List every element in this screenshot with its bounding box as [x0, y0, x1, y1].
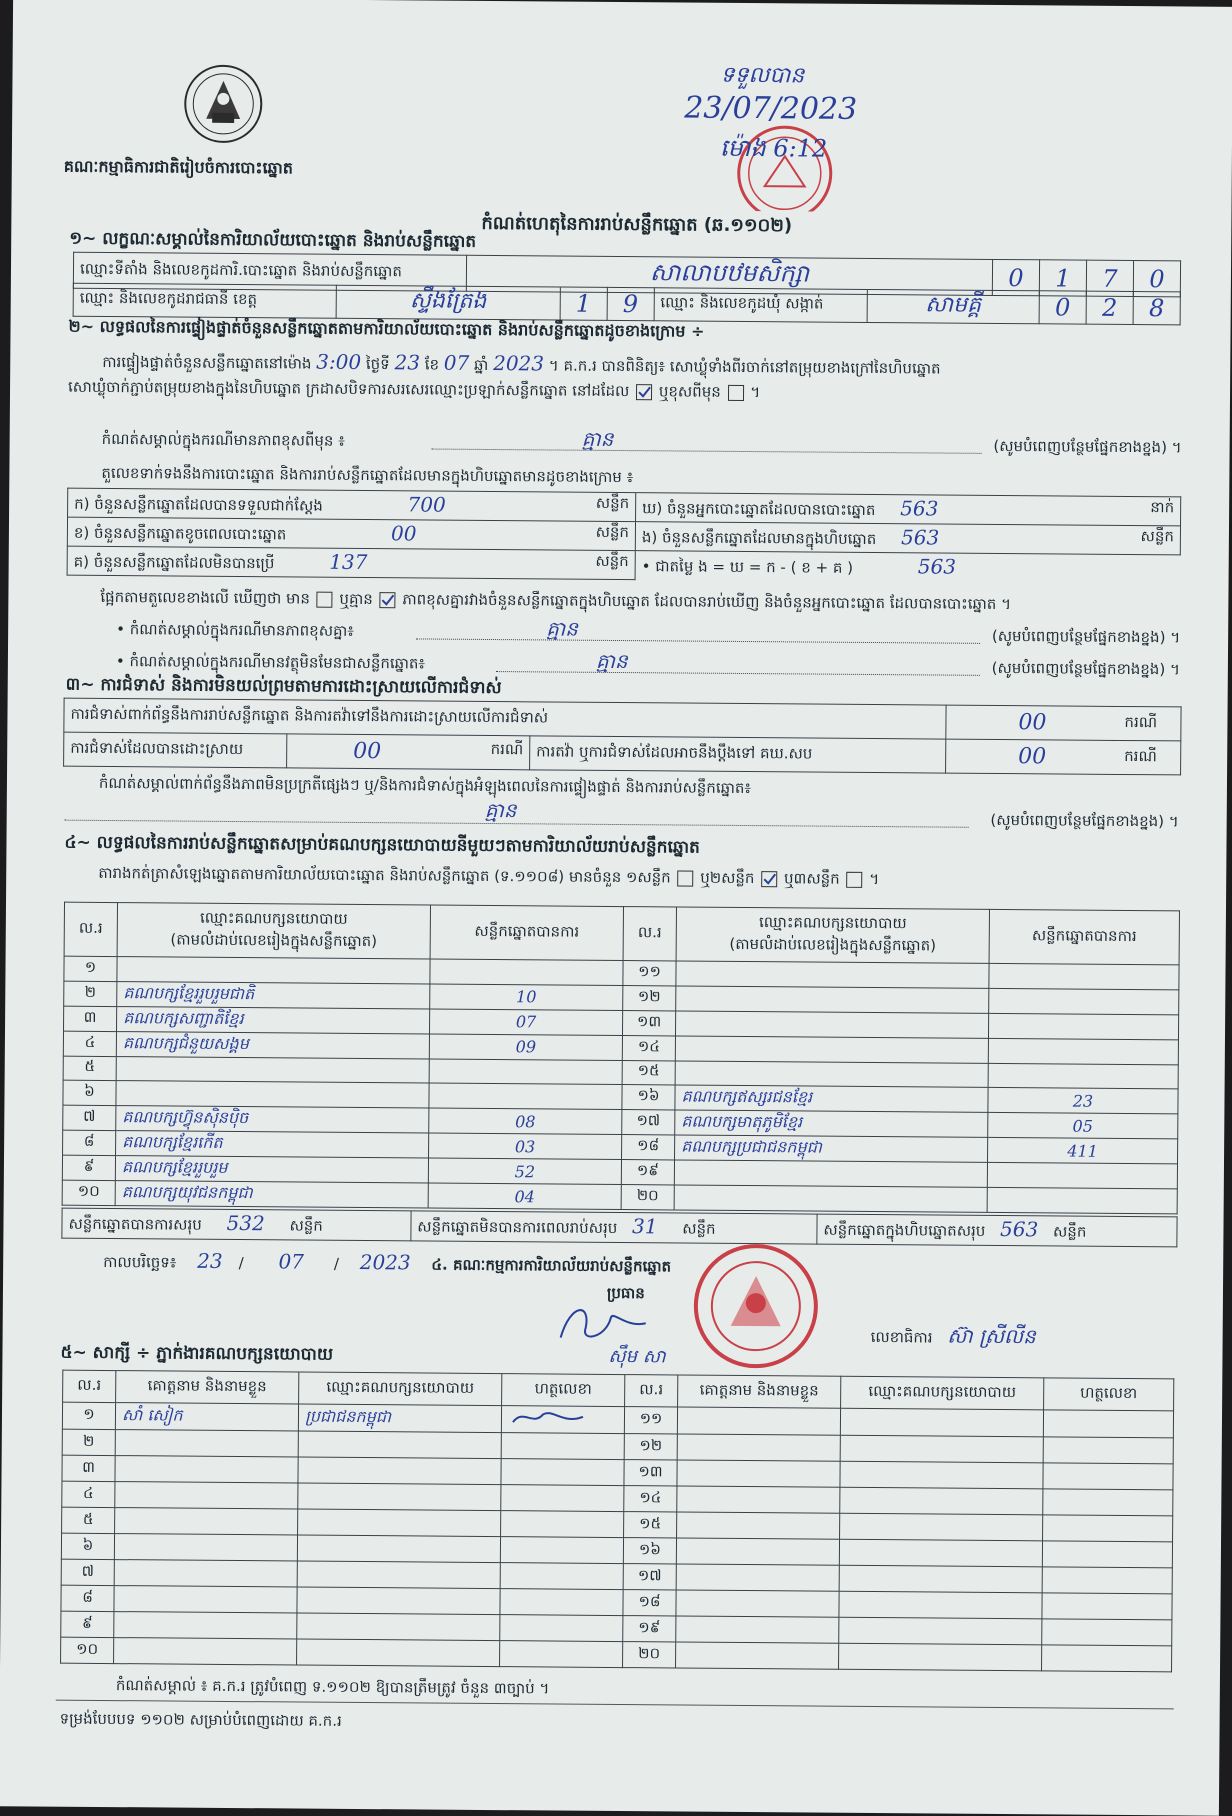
votes-row-no: ១១ [623, 961, 676, 986]
commune-label: ឈ្មោះ និងលេខកូដឃុំ សង្កាត់ [654, 288, 867, 323]
secretary-name: ស៊ា ស្រីលីន [947, 1323, 1036, 1349]
witness-row-sign [501, 1459, 624, 1486]
chair-name: ស៊ឹម សា [608, 1345, 666, 1368]
total-invalid-cell: សន្លឹកឆ្នោតមិនបានការពេលរាប់សរុប 31 សន្លឹក [411, 1211, 817, 1244]
total-invalid-value: 31 [631, 1214, 658, 1239]
compare-a: ផ្អែកតាមតួលេខខាងលើ ឃើញថា មាន [100, 587, 310, 608]
location-code-4: 0 [1133, 261, 1180, 297]
witness-row-name [676, 1590, 839, 1617]
witness-row-sign [500, 1589, 623, 1616]
witness-row-no: ៦ [61, 1533, 114, 1559]
objection-row2-value: 00 [353, 738, 382, 765]
witness-row-name [115, 1456, 298, 1483]
section4-heading: ៤~ លទ្ធផលនៃការរាប់សន្លឹកឆ្នោតសម្រាប់គណបក្សនយោបាយនីមួយៗតាមការិយាល័យរាប់សន្លឹកឆ្នោត [64, 832, 700, 858]
location-code-1: 0 [992, 259, 1039, 295]
votes-row-count: 52 [428, 1158, 621, 1185]
note-hint: (សូមបំពេញបន្ថែមផ្នែកខាងខ្នង) ។ [993, 436, 1182, 457]
votes-row-count: 09 [429, 1034, 622, 1061]
votes-row-count [430, 959, 623, 985]
witness-row-sign [501, 1511, 624, 1538]
votes-row-party [675, 1010, 988, 1037]
org-name: គណៈកម្មាធិការជាតិរៀបចំការបោះឆ្នោត [63, 156, 294, 178]
count-a-unit: សន្លឹក [595, 493, 630, 512]
section2-intro: តួលេខទាក់ទងនឹងការបោះឆ្នោត និងការរាប់សន្លឹកឆ្នោតដែលមានក្នុងហិបឆ្នោតមានដូចខាងក្រោម ៖ [101, 463, 634, 487]
section3-note [65, 797, 1179, 831]
diff-label: • កំណត់សម្គាល់ក្នុងករណីមានភាពខុសគ្នា៖ [116, 620, 354, 640]
witness-col-no-right: ល.រ [625, 1375, 678, 1407]
chair-label: ប្រធាន [606, 1283, 645, 1303]
has-diff-checkbox[interactable] [317, 591, 333, 607]
votes-row-no: ១ [64, 956, 117, 981]
date-day: 23 [197, 1248, 223, 1273]
object-value: គ្មាន [595, 648, 628, 674]
section3-note-value: គ្មាន [484, 797, 517, 823]
votes-row-count [989, 963, 1179, 989]
count-f-label: • ជាតម្លៃ ង = ឃ = ក - ( ខ + គ ) 563 [641, 554, 957, 579]
date-month: 07 [278, 1249, 305, 1274]
witness-row-party [298, 1509, 501, 1537]
witness-row-no: ១៤ [624, 1486, 677, 1512]
witness-row-no: ៤ [62, 1481, 115, 1507]
witness-row-name [676, 1642, 839, 1669]
witness-row-no: ១៩ [623, 1616, 676, 1642]
section3-note-hint: (សូមបំពេញបន្ថែមផ្នែកខាងខ្នង) ។ [990, 810, 1179, 831]
votes-row-count: 05 [988, 1112, 1178, 1138]
date-year: 2023 [359, 1249, 411, 1275]
votes-row-party: គណបក្សឥស្សរជនខ្មែរ [675, 1085, 988, 1112]
votes-row-party: គណបក្សខ្មែររួបរួម [115, 1156, 428, 1183]
votes-row-party: គណបក្សខ្មែររួបរួមជាតិ [117, 981, 430, 1008]
votes-row-no: ១៩ [621, 1160, 674, 1185]
votes-row-party [116, 1081, 429, 1108]
witness-row-party [840, 1435, 1043, 1463]
witness-row-name [114, 1534, 297, 1561]
three-sheet-checkbox[interactable] [846, 871, 862, 887]
two-sheet-checkbox-checked[interactable] [761, 871, 777, 887]
count-e-label: ង) ចំនួនសន្លឹកឆ្នោតដែលមានក្នុងហិបឆ្នោត 563 សន្លឹក [635, 522, 1180, 555]
votes-row-party: គណបក្សជំនួយសង្គម [116, 1031, 429, 1058]
compare-c: ភាពខុសគ្នារវាងចំនួនសន្លឹកឆ្នោតក្នុងហិបឆ្នោត ដែលបានរាប់ឃើញ និងចំនួនអ្នកបោះឆ្នោត ដែលបានបោះឆ្នោត ។ [402, 590, 1012, 614]
witness-row-sign [1042, 1593, 1172, 1620]
objection-row2-label: ការជំទាស់ដែលបានដោះស្រាយ [64, 732, 287, 768]
witness-row-no: ៥ [62, 1507, 115, 1533]
witness-row-party [840, 1408, 1043, 1437]
witness-row-sign [1043, 1410, 1173, 1438]
total-box-value: 563 [1000, 1217, 1039, 1242]
witness-row-name [676, 1616, 839, 1643]
counts-table [67, 488, 1182, 585]
count-d-value: 563 [900, 495, 939, 521]
votes-row-party: គណបក្សសញ្ជាតិខ្មែរ [117, 1006, 430, 1033]
votes-row-no: ១៦ [622, 1085, 675, 1110]
witness-row-name [677, 1486, 840, 1513]
votes-row-no: ១០ [62, 1180, 115, 1205]
province-value: ស្ទឹងត្រែង [336, 285, 560, 320]
votes-col-votes-right: សន្លឹកឆ្នោតបានការ [989, 909, 1179, 964]
votes-row-no: ៣ [64, 1006, 117, 1031]
votes-row-party: គណបក្សខ្មែរកើត [116, 1131, 429, 1158]
commune-code-3: 8 [1133, 292, 1180, 325]
witness-row-name [677, 1460, 840, 1487]
different-checkbox[interactable] [727, 384, 743, 400]
diff-hint: (សូមបំពេញបន្ថែមផ្នែកខាងខ្នង) ។ [991, 626, 1181, 647]
witness-row-name [115, 1508, 298, 1535]
objection-row2b-value: 00 [946, 739, 1119, 774]
votes-col-no-left: ល.រ [64, 902, 117, 956]
objection-row2b-unit: ករណី [1118, 740, 1181, 774]
witness-row-party [839, 1565, 1042, 1593]
witness-row-no: ៩ [61, 1611, 114, 1637]
votes-row-no: ៤ [63, 1031, 116, 1056]
witness-row-name [677, 1407, 840, 1435]
totals-table [61, 1208, 1177, 1248]
votes-row-no: ១២ [623, 985, 676, 1010]
witness-col-name-left: គោត្តនាម និងនាមខ្លួន [116, 1371, 299, 1404]
witness-col-sign-right: ហត្ថលេខា [1044, 1378, 1174, 1411]
count-d-unit: នាក់ [1150, 497, 1175, 516]
witness-row-no: ១៣ [624, 1460, 677, 1486]
received-stamp [679, 60, 900, 212]
count-a-label: ក) ចំនួនសន្លឹកឆ្នោតដែលបានទទួលជាក់ស្តែង 700 សន្លឹក [68, 488, 636, 521]
total-valid-value: 532 [226, 1210, 265, 1236]
section4-intro: តារាងកត់ត្រាសំឡេងឆ្នោតតាមការិយាល័យបោះឆ្នោត និងរាប់សន្លឹកឆ្នោត (ទ.១១០៨) មានចំនួន ១សន្លឹក ឬ២សន្លឹក ឬ៣សន្លឹក ។ [98, 863, 880, 889]
commune-code-2: 2 [1086, 291, 1133, 324]
count-b-value: 00 [391, 520, 417, 545]
votes-row-no: ៨ [63, 1130, 116, 1155]
witness-row-sign [501, 1485, 624, 1512]
witness-row-no: ១៥ [624, 1512, 677, 1538]
location-code-3: 7 [1086, 260, 1133, 296]
votes-row-no: ២០ [621, 1185, 674, 1210]
date-line: កាលបរិច្ឆេទ៖ 23 / 07 / 2023 ៤. គណៈកម្មការការិយាល័យរាប់សន្លឹកឆ្នោត [103, 1248, 672, 1276]
location-label: ឈ្មោះទីតាំង និងលេខកូដការិ.បោះឆ្នោត និងរាប់សន្លឹកឆ្នោត [73, 252, 466, 291]
witness-row-name [676, 1538, 839, 1565]
objection-row2-cell [287, 734, 530, 770]
objection-row1-label: ការជំទាស់ពាក់ព័ន្ធនឹងការរាប់សន្លឹកឆ្នោត និងការតវ៉ាទៅនឹងការដោះស្រាយលើការជំទាស់ [64, 698, 946, 739]
votes-row-no: ៩ [62, 1155, 115, 1180]
line2-text: សោឃ្លុំចាក់ភ្ជាប់តម្រុយខាងក្នុងនៃហិបឆ្នោត ក្រដាសបិទការសរសេរឈ្មោះប្រឡាក់សន្លឹកឆ្នោត នៅដដែល [67, 377, 630, 401]
witness-row-no: ១ [62, 1402, 115, 1429]
witness-row-sign [501, 1406, 624, 1434]
votes-row-party: គណបក្សយុវជនកម្ពុជា [115, 1181, 428, 1208]
object-label: • កំណត់សម្គាល់ក្នុងករណីមានវត្ថុមិនមែនជាសន្លឹកឆ្នោត៖ [115, 652, 426, 673]
votes-row-no: ៦ [63, 1080, 116, 1105]
witness-row-party [839, 1539, 1042, 1567]
section2-line1 [102, 348, 941, 382]
witness-row-no: ១៧ [623, 1564, 676, 1590]
witness-row-name: សាំ សៀក [115, 1403, 298, 1431]
count-e-unit: សន្លឹក [1140, 526, 1174, 545]
objection-row1-unit: ករណី [1118, 706, 1181, 740]
witness-row-party [297, 1639, 500, 1667]
witness-row-party [298, 1431, 501, 1459]
line1-c: ខែ [424, 355, 440, 374]
one-sheet-checkbox[interactable] [677, 870, 693, 886]
votes-row-party [116, 1056, 429, 1083]
footer-divider [56, 1700, 1174, 1710]
section4-intro-b: ឬ២សន្លឹក [700, 868, 755, 888]
count-a-value: 700 [407, 491, 446, 517]
verify-year: 2023 [493, 351, 545, 376]
witness-row-sign [1042, 1567, 1172, 1594]
received-label: ទទួលបាន [720, 62, 805, 89]
nec-emblem-icon [182, 63, 265, 146]
form-title: កំណត់ហេតុនៃការរាប់សន្លឹកឆ្នោត (ឆ.១១០២) [481, 212, 793, 237]
witness-row-party [839, 1617, 1042, 1645]
note-label: កំណត់សម្គាល់ក្នុងករណីមានភាពខុសពីមុន ៖ [101, 429, 345, 450]
total-valid-cell: សន្លឹកឆ្នោតបានការសរុប 532 សន្លឹក [62, 1208, 411, 1241]
objection-row1-value: 00 [946, 705, 1119, 740]
office-seal [690, 1241, 821, 1372]
province-code-2: 9 [607, 287, 654, 320]
votes-col-party-right: ឈ្មោះគណបក្សនយោបាយ (តាមលំដាប់លេខរៀងក្នុងសន្លឹកឆ្នោត) [676, 907, 989, 963]
votes-row-count: 08 [429, 1108, 622, 1135]
votes-row-no: ១៥ [622, 1060, 675, 1085]
votes-row-party: គណបក្សមាតុភូមិខ្មែរ [675, 1110, 988, 1137]
province-label: ឈ្មោះ និងលេខកូដរាជធានី ខេត្ត [73, 283, 336, 318]
witness-row-party [298, 1457, 501, 1485]
committee-label: ៤. គណៈកម្មការការិយាល័យរាប់សន្លឹកឆ្នោត [431, 1255, 672, 1276]
witness-row-party: ប្រជាជនកម្ពុជា [298, 1404, 501, 1433]
section3-heading: ៣~ ការជំទាស់ និងការមិនយល់ព្រមតាមការដោះស្រាយលើការជំទាស់ [65, 674, 502, 699]
witness-row-sign [1042, 1619, 1172, 1646]
witness-row-party [839, 1591, 1042, 1619]
witness-row-sign [1043, 1489, 1173, 1516]
witness-row-party [840, 1487, 1043, 1515]
witness-row-sign [501, 1433, 624, 1460]
section2-heading: ២~ លទ្ធផលនៃការផ្ទៀងផ្ទាត់ចំនួនសន្លឹកឆ្នោតតាមការិយាល័យបោះឆ្នោត និងរាប់សន្លឹកឆ្នោតដូចខាងក្រោម ÷ [68, 316, 705, 341]
votes-row-party [676, 985, 989, 1012]
witness-col-party-right: ឈ្មោះគណបក្សនយោបាយ [841, 1376, 1044, 1410]
count-c-value: 137 [329, 549, 368, 574]
witness-row-name [114, 1612, 297, 1639]
votes-row-count: 23 [988, 1087, 1178, 1113]
witness-row-sign [1042, 1645, 1172, 1672]
votes-row-no: ១៨ [622, 1135, 675, 1160]
witness-row-no: ១៦ [623, 1538, 676, 1564]
witness-row-no: ៣ [62, 1455, 115, 1481]
count-e-value: 563 [900, 524, 940, 550]
section4-intro-c: ឬ៣សន្លឹក [783, 869, 840, 888]
objections-table [63, 698, 1182, 776]
witness-row-no: ១១ [624, 1407, 677, 1434]
verify-day: 23 [394, 350, 421, 375]
footer-note: កំណត់សម្គាល់ ៖ គ.ក.រ ត្រូវបំពេញ ទ.១១០២ ឱ្យបានត្រឹមត្រូវ ចំនួន ៣ច្បាប់ ។ [115, 1676, 550, 1698]
votes-row-count: 411 [988, 1137, 1178, 1163]
votes-row-count [987, 1187, 1177, 1213]
witness-row-sign [1043, 1463, 1173, 1490]
objection-row2b-label: ការតវ៉ា ឬការជំទាស់ដែលអាចនឹងប្តឹងទៅ គឃ.សប [530, 736, 946, 773]
votes-row-count [989, 988, 1179, 1014]
witness-row-sign [1043, 1515, 1173, 1542]
witness-row-name [115, 1430, 298, 1457]
votes-row-no: ១៤ [622, 1035, 675, 1060]
count-c-label: គ) ចំនួនសន្លឹកឆ្នោតដែលមិនបានប្រើ 137 សន្លឹក [67, 546, 635, 579]
witness-row-no: ៨ [61, 1585, 114, 1611]
witness-row-no: ១០ [61, 1637, 114, 1663]
votes-row-party: គណបក្សប្រជាជនកម្ពុជា [675, 1135, 988, 1162]
votes-row-count [988, 1013, 1178, 1039]
witness-row-party [840, 1513, 1043, 1541]
verify-month: 07 [443, 350, 470, 375]
note-value: គ្មាន [581, 426, 614, 451]
witness-row-name [677, 1512, 840, 1539]
witness-row-party [840, 1461, 1043, 1489]
votes-row-party [674, 1185, 987, 1212]
votes-row-no: ២ [64, 981, 117, 1006]
witness-row-party [839, 1643, 1042, 1671]
votes-row-no: ៥ [63, 1056, 116, 1081]
votes-row-count [429, 1083, 622, 1110]
witness-table [60, 1370, 1174, 1673]
votes-table [62, 902, 1180, 1215]
line2-b: ឬខុសពីមុន [658, 382, 721, 401]
votes-row-party [676, 961, 989, 988]
witness-col-party-left: ឈ្មោះគណបក្សនយោបាយ [299, 1372, 502, 1406]
location-value: សាលាបឋមសិក្សា [466, 255, 992, 295]
votes-col-party-left: ឈ្មោះគណបក្សនយោបាយ (តាមលំដាប់លេខរៀងក្នុងសន្លឹកឆ្នោត) [117, 903, 430, 959]
witness-row-no: ១៨ [623, 1590, 676, 1616]
votes-row-no: ១៧ [622, 1110, 675, 1135]
witness-row-name [114, 1586, 297, 1613]
votes-row-party: គណបក្សហ៊្វុនស៊ិនប៉ិច [116, 1106, 429, 1133]
witness-col-no-left: ល.រ [63, 1370, 116, 1402]
section2-note [101, 426, 1182, 460]
witness-row-sign [500, 1563, 623, 1590]
votes-row-party [675, 1060, 988, 1087]
witness-row-party [297, 1587, 500, 1615]
compare-line [100, 588, 1011, 617]
votes-row-count: 03 [429, 1133, 622, 1160]
witness-row-no: ៧ [61, 1559, 114, 1585]
votes-row-count [987, 1162, 1177, 1188]
compare-b: ឬគ្មាន [339, 589, 373, 609]
count-b-unit: សន្លឹក [595, 522, 630, 541]
witness-row-sign [500, 1615, 623, 1642]
witness-row-no: ២០ [623, 1642, 676, 1668]
total-box-cell: សន្លឹកឆ្នោតក្នុងហិបឆ្នោតសរុប 563 សន្លឹក [817, 1214, 1177, 1247]
verify-time: 3:00 [316, 349, 362, 374]
votes-row-count: 04 [428, 1183, 621, 1210]
line1-b: ថ្ងៃទី [365, 355, 390, 374]
witness-row-name [115, 1482, 298, 1509]
commune-code-1: 0 [1039, 291, 1086, 324]
witness-row-sign [1042, 1541, 1172, 1568]
received-time: ម៉ោង 6:12 [719, 133, 828, 163]
count-b-label: ខ) ចំនួនសន្លឹកឆ្នោតខូចពេលបោះឆ្នោត 00 សន្លឹក [67, 517, 635, 550]
witness-row-party [297, 1613, 500, 1641]
votes-row-party [675, 1035, 988, 1062]
count-f-value: 563 [917, 554, 957, 579]
section2-line2: សោឃ្លុំចាក់ភ្ជាប់តម្រុយខាងក្នុងនៃហិបឆ្នោត ក្រដាសបិទការសរសេរឈ្មោះប្រឡាក់សន្លឹកឆ្នោត នៅដដែល ឬខុសពីមុន ។ [67, 377, 761, 402]
footer-form-note: ទម្រង់បែបបទ ១១០២ សម្រាប់បំពេញដោយ គ.ក.រ [59, 1709, 342, 1730]
witness-row-party [298, 1483, 501, 1511]
section1-heading: ១~ លក្ខណៈសម្គាល់នៃការិយាល័យបោះឆ្នោត និងរាប់សន្លឹកឆ្នោត [69, 228, 477, 252]
witness-row-name [114, 1638, 297, 1665]
received-date: 23/07/2023 [684, 90, 858, 127]
votes-row-count: 07 [429, 1009, 622, 1036]
votes-col-no-right: ល.រ [623, 907, 676, 961]
votes-row-party [117, 957, 430, 984]
no-diff-checkbox-checked[interactable] [380, 592, 396, 608]
witness-row-name [114, 1560, 297, 1587]
witness-col-sign-left: ហត្ថលេខា [502, 1374, 625, 1407]
section5-heading: ៥~ សាក្សី ÷ ភ្នាក់ងារគណបក្សនយោបាយ [60, 1342, 334, 1365]
secretary-label: លេខាធិការ [870, 1328, 933, 1347]
secretary-line [871, 1322, 1036, 1353]
witness-row-party [297, 1561, 500, 1589]
witness-row-name [676, 1564, 839, 1591]
province-code-1: 1 [560, 287, 607, 320]
witness-row-no: ១២ [624, 1434, 677, 1460]
witness-row-sign [1043, 1437, 1173, 1464]
witness-row-name [677, 1434, 840, 1461]
witness-row-sign [500, 1641, 623, 1668]
votes-row-party [674, 1160, 987, 1187]
location-code-2: 1 [1039, 260, 1086, 296]
date-label: កាលបរិច្ឆេទ៖ [103, 1252, 177, 1272]
commune-value: សាមគ្គី [867, 289, 1040, 323]
votes-row-count [429, 1059, 622, 1085]
count-d-label: ឃ) ចំនួនអ្នកបោះឆ្នោតដែលបានបោះឆ្នោត 563 នាក់ [636, 493, 1181, 526]
line1-d: ឆ្នាំ [473, 355, 489, 374]
line1-e: ។ គ.ក.រ បានពិនិត្យ៖ សោឃ្លុំទាំងពីរចាក់នៅតម្រុយខាងក្រៅនៃហិបឆ្នោត [548, 356, 941, 378]
diff-value: គ្មាន [546, 616, 579, 641]
witness-row-no: ២ [62, 1429, 115, 1455]
votes-row-no: ៧ [63, 1105, 116, 1130]
diff-note [116, 616, 1181, 650]
witness-row-party [297, 1535, 500, 1563]
line1-a: ការផ្ទៀងផ្ទាត់ចំនួនសន្លឹកឆ្នោតនៅម៉ោង [102, 352, 312, 373]
witness-row-sign [500, 1537, 623, 1564]
section3-note-label: កំណត់សម្គាល់ពាក់ព័ន្ធនឹងភាពមិនប្រក្រតីផ្សេងៗ ឬ/និងការជំទាស់ក្នុងអំឡុងពេលនៃការផ្ទៀងផ្ទាត់ និងការរាប់សន្លឹកឆ្នោត៖ [98, 773, 752, 798]
votes-row-count [988, 1038, 1178, 1064]
votes-row-count: 10 [430, 984, 623, 1011]
count-c-unit: សន្លឹក [595, 551, 629, 570]
objection-row2-unit: ករណី [490, 740, 524, 759]
witness-col-name-right: គោត្តនាម និងនាមខ្លួន [678, 1375, 841, 1408]
section4-intro-a: តារាងកត់ត្រាសំឡេងឆ្នោតតាមការិយាល័យបោះឆ្នោត និងរាប់សន្លឹកឆ្នោត (ទ.១១០៨) មានចំនួន ១សន្លឹក [98, 863, 671, 887]
same-checkbox-checked[interactable] [636, 384, 652, 400]
votes-row-no: ១៣ [622, 1010, 675, 1035]
object-hint: (សូមបំពេញបន្ថែមផ្នែកខាងខ្នង) ។ [991, 658, 1180, 679]
votes-col-votes-left: សន្លឹកឆ្នោតបានការ [430, 905, 623, 961]
votes-row-count [988, 1063, 1178, 1089]
